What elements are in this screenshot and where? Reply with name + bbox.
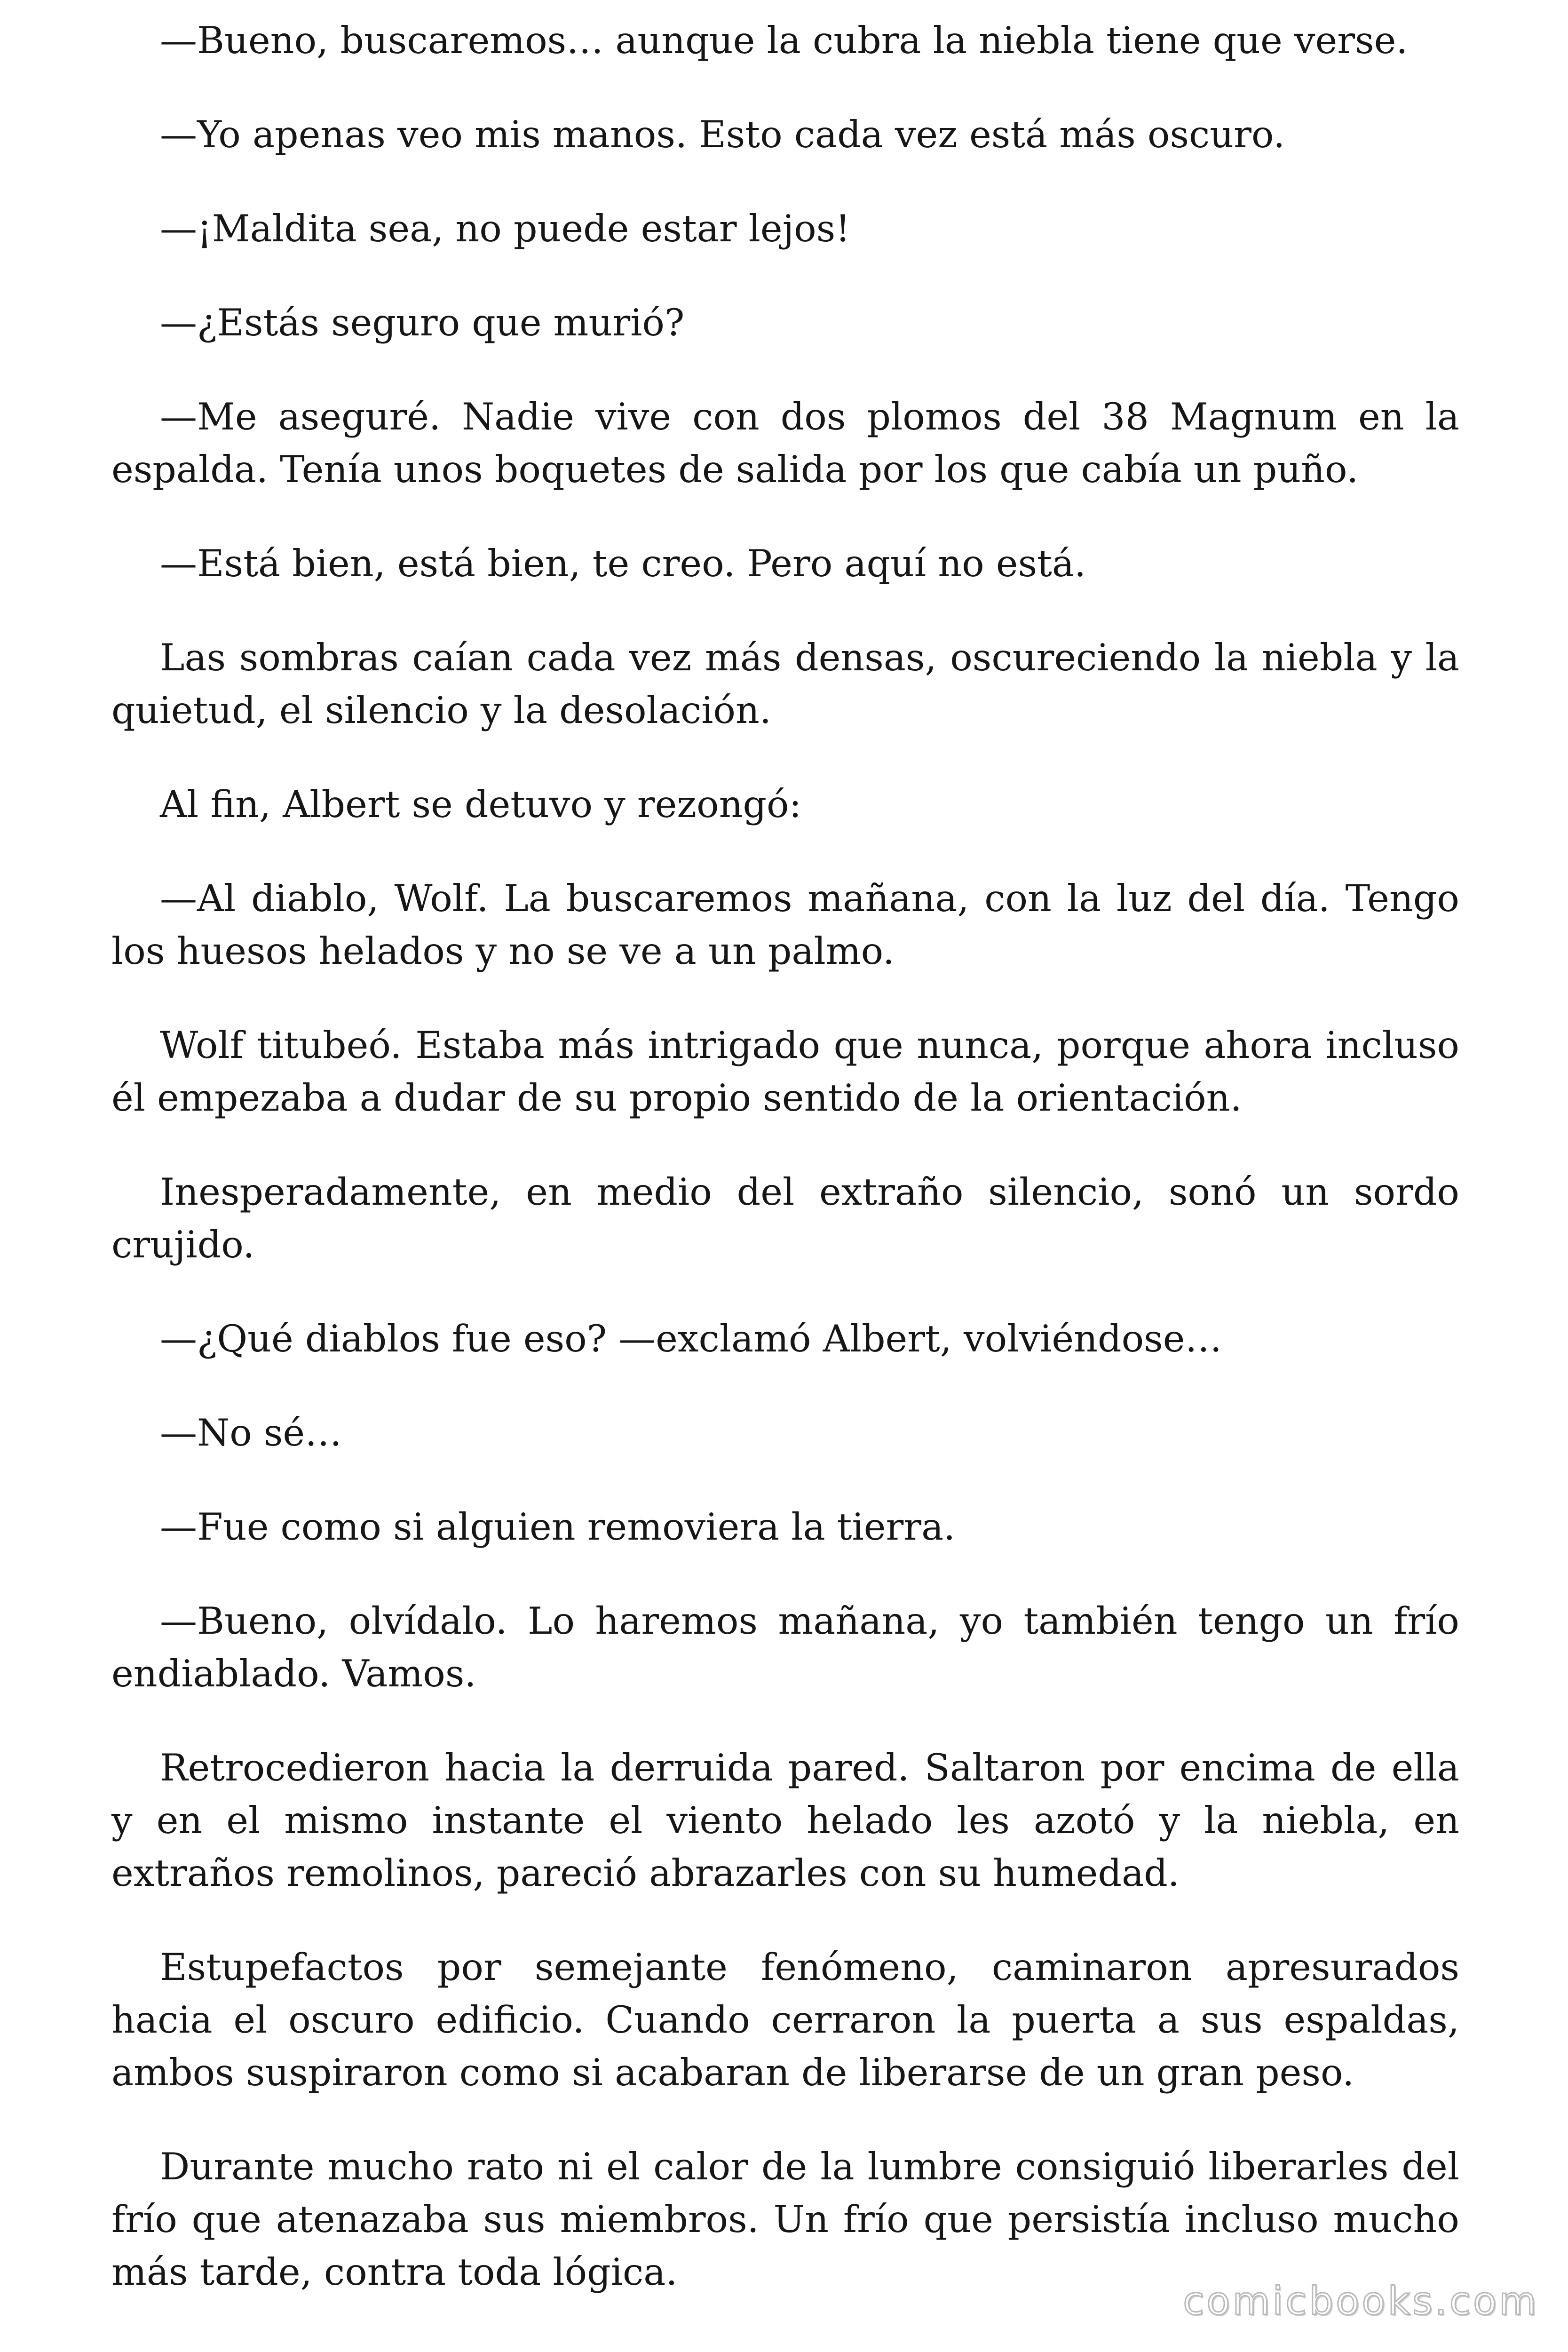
paragraph-6: —Está bien, está bien, te creo. Pero aquí no está.	[160, 542, 1086, 585]
paragraph-12: —¿Qué diablos fue eso? —exclamó Albert, volviéndose…	[160, 1317, 1222, 1360]
paragraph-17: Estupefactos por semejante fenómeno, caminaron apresurados hacia el oscuro edificio. Cuando cerraron la puerta a sus espaldas, ambos suspiraron como si acabaran de liberarse de un gran peso.	[111, 1946, 1459, 2094]
paragraph-14: —Fue como si alguien removiera la tierra.	[160, 1505, 956, 1549]
paragraph-5: —Me aseguré. Nadie vive con dos plomos del 38 Magnum en la espalda. Tenía unos boquetes de salida por los que cabía un puño.	[111, 395, 1459, 491]
paragraph-18: Durante mucho rato ni el calor de la lumbre consiguió liberarles del frío que atenazaba sus miembros. Un frío que persistía incluso mucho más tarde, contra toda lógica.	[111, 2145, 1459, 2294]
paragraph-3: —¡Maldita sea, no puede estar lejos!	[160, 207, 850, 250]
paragraph-7: Las sombras caían cada vez más densas, oscureciendo la niebla y la quietud, el silencio y la desolación.	[111, 636, 1459, 732]
paragraph-16: Retrocedieron hacia la derruida pared. Saltaron por encima de ella y en el mismo instante el viento helado les azotó y la niebla, en extraños remolinos, pareció abrazarles con su humedad.	[111, 1746, 1459, 1895]
paragraph-11: Inesperadamente, en medio del extraño silencio, sonó un sordo crujido.	[111, 1170, 1459, 1266]
body-text	[111, 14, 1459, 2340]
paragraph-10: Wolf titubeó. Estaba más intrigado que nunca, porque ahora incluso él empezaba a dudar de su propio sentido de la orientación.	[111, 1024, 1459, 1120]
paragraph-13: —No sé…	[160, 1411, 342, 1454]
watermark-logo: comicbooks.com	[1183, 2279, 1539, 2324]
paragraph-8: Al fin, Albert se detuvo y rezongó:	[160, 783, 802, 826]
paragraph-1: —Bueno, buscaremos… aunque la cubra la niebla tiene que verse.	[160, 19, 1408, 62]
paragraph-4: —¿Estás seguro que murió?	[160, 301, 685, 344]
paragraph-15: —Bueno, olvídalo. Lo haremos mañana, yo también tengo un frío endiablado. Vamos.	[111, 1599, 1459, 1695]
paragraph-9: —Al diablo, Wolf. La buscaremos mañana, con la luz del día. Tengo los huesos helados y no se ve a un palmo.	[111, 877, 1459, 973]
paragraph-2: —Yo apenas veo mis manos. Esto cada vez está más oscuro.	[160, 113, 1285, 156]
